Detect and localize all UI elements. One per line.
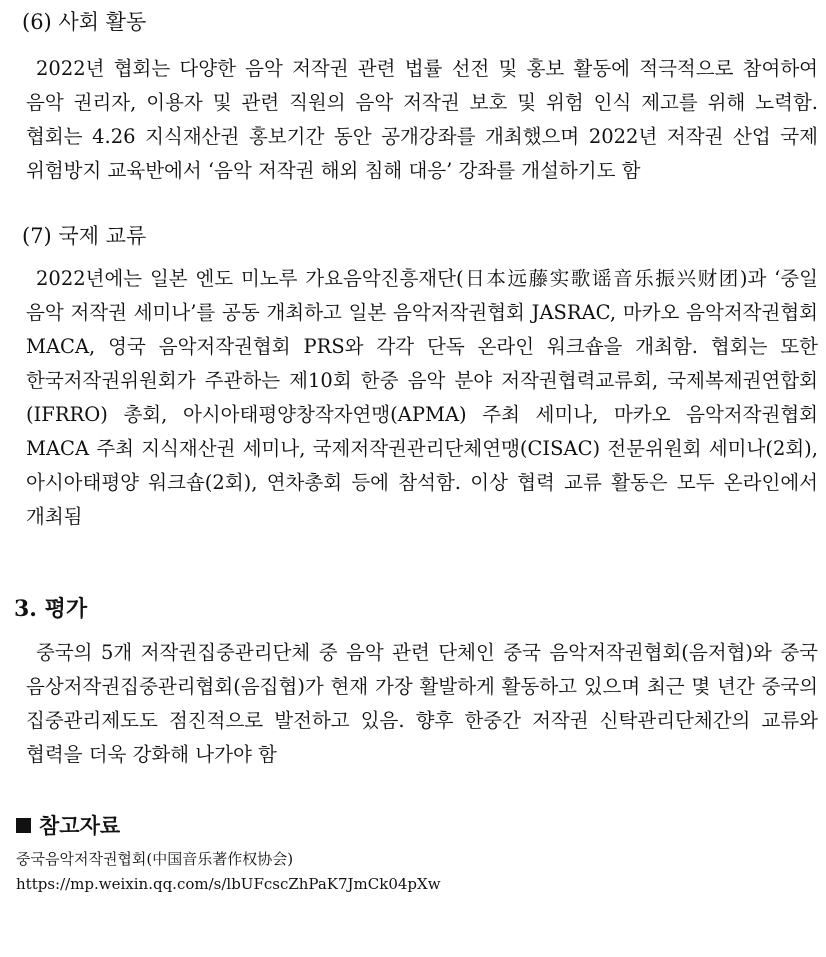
references-heading-text: 참고자료: [39, 813, 121, 838]
evaluation-body: 중국의 5개 저작권집중관리단체 중 음악 관련 단체인 중국 음악저작권협회(음저협)와 중국 음상저작권집중관리협회(음집협)가 현재 가장 활발하게 활동하고 있으며 최근 몇 년간 중국의 집중관리제도도 점진적으로 발전하고 있음. 향후 한중간 저작권 신탁관리단체간의 교류와 협력을 더욱 강화해 나가야 함: [26, 641, 818, 766]
evaluation-heading: 3. 평가: [14, 596, 88, 622]
section-7-body: 2022년에는 일본 엔도 미노루 가요음악진흥재단(日本远藤实歌谣音乐振兴财团)과 ‘중일 음악 저작권 세미나’를 공동 개최하고 일본 음악저작권협회 JASRAC, 마카오 음악저작권협회 MACA, 영국 음악저작권협회 PRS와 각각 단독 온라인 워크숍을 개최함. 협회는 또한 한국저작권위원회가 주관하는 제10회 한중 음악 분야 저작권협력교류회, 국제복제권연합회(IFRRO) 총회, 아시아태평양창작자연맹(APMA) 주최 세미나, 마카오 음악저작권협회 MACA 주최 지식재산권 세미나, 국제저작권관리단체연맹(CISAC) 전문위원회 세미나(2회), 아시아태평양 워크숍(2회), 연차총회 등에 참석함. 이상 협력 교류 활동은 모두 온라인에서 개최됨: [26, 267, 818, 528]
section-7-heading: (7) 국제 교류: [22, 224, 147, 248]
reference-url: https://mp.weixin.qq.com/s/lbUFcscZhPaK7JmCk04pXw: [16, 875, 441, 893]
reference-source: 중국음악저작권협회(中国音乐著作权协会): [16, 850, 294, 868]
references-heading: [16, 810, 120, 840]
section-6-body: 2022년 협회는 다양한 음악 저작권 관련 법률 선전 및 홍보 활동에 적극적으로 참여하여 음악 권리자, 이용자 및 관련 직원의 음악 저작권 보호 및 위험 인식 제고를 위해 노력함. 협회는 4.26 지식재산권 홍보기간 동안 공개강좌를 개최했으며 2022년 저작권 산업 국제 위험방지 교육반에서 ‘음악 저작권 해외 침해 대응’ 강좌를 개설하기도 함: [26, 57, 818, 182]
section-6-heading: (6) 사회 활동: [22, 10, 147, 34]
black-square-icon: [16, 818, 31, 833]
